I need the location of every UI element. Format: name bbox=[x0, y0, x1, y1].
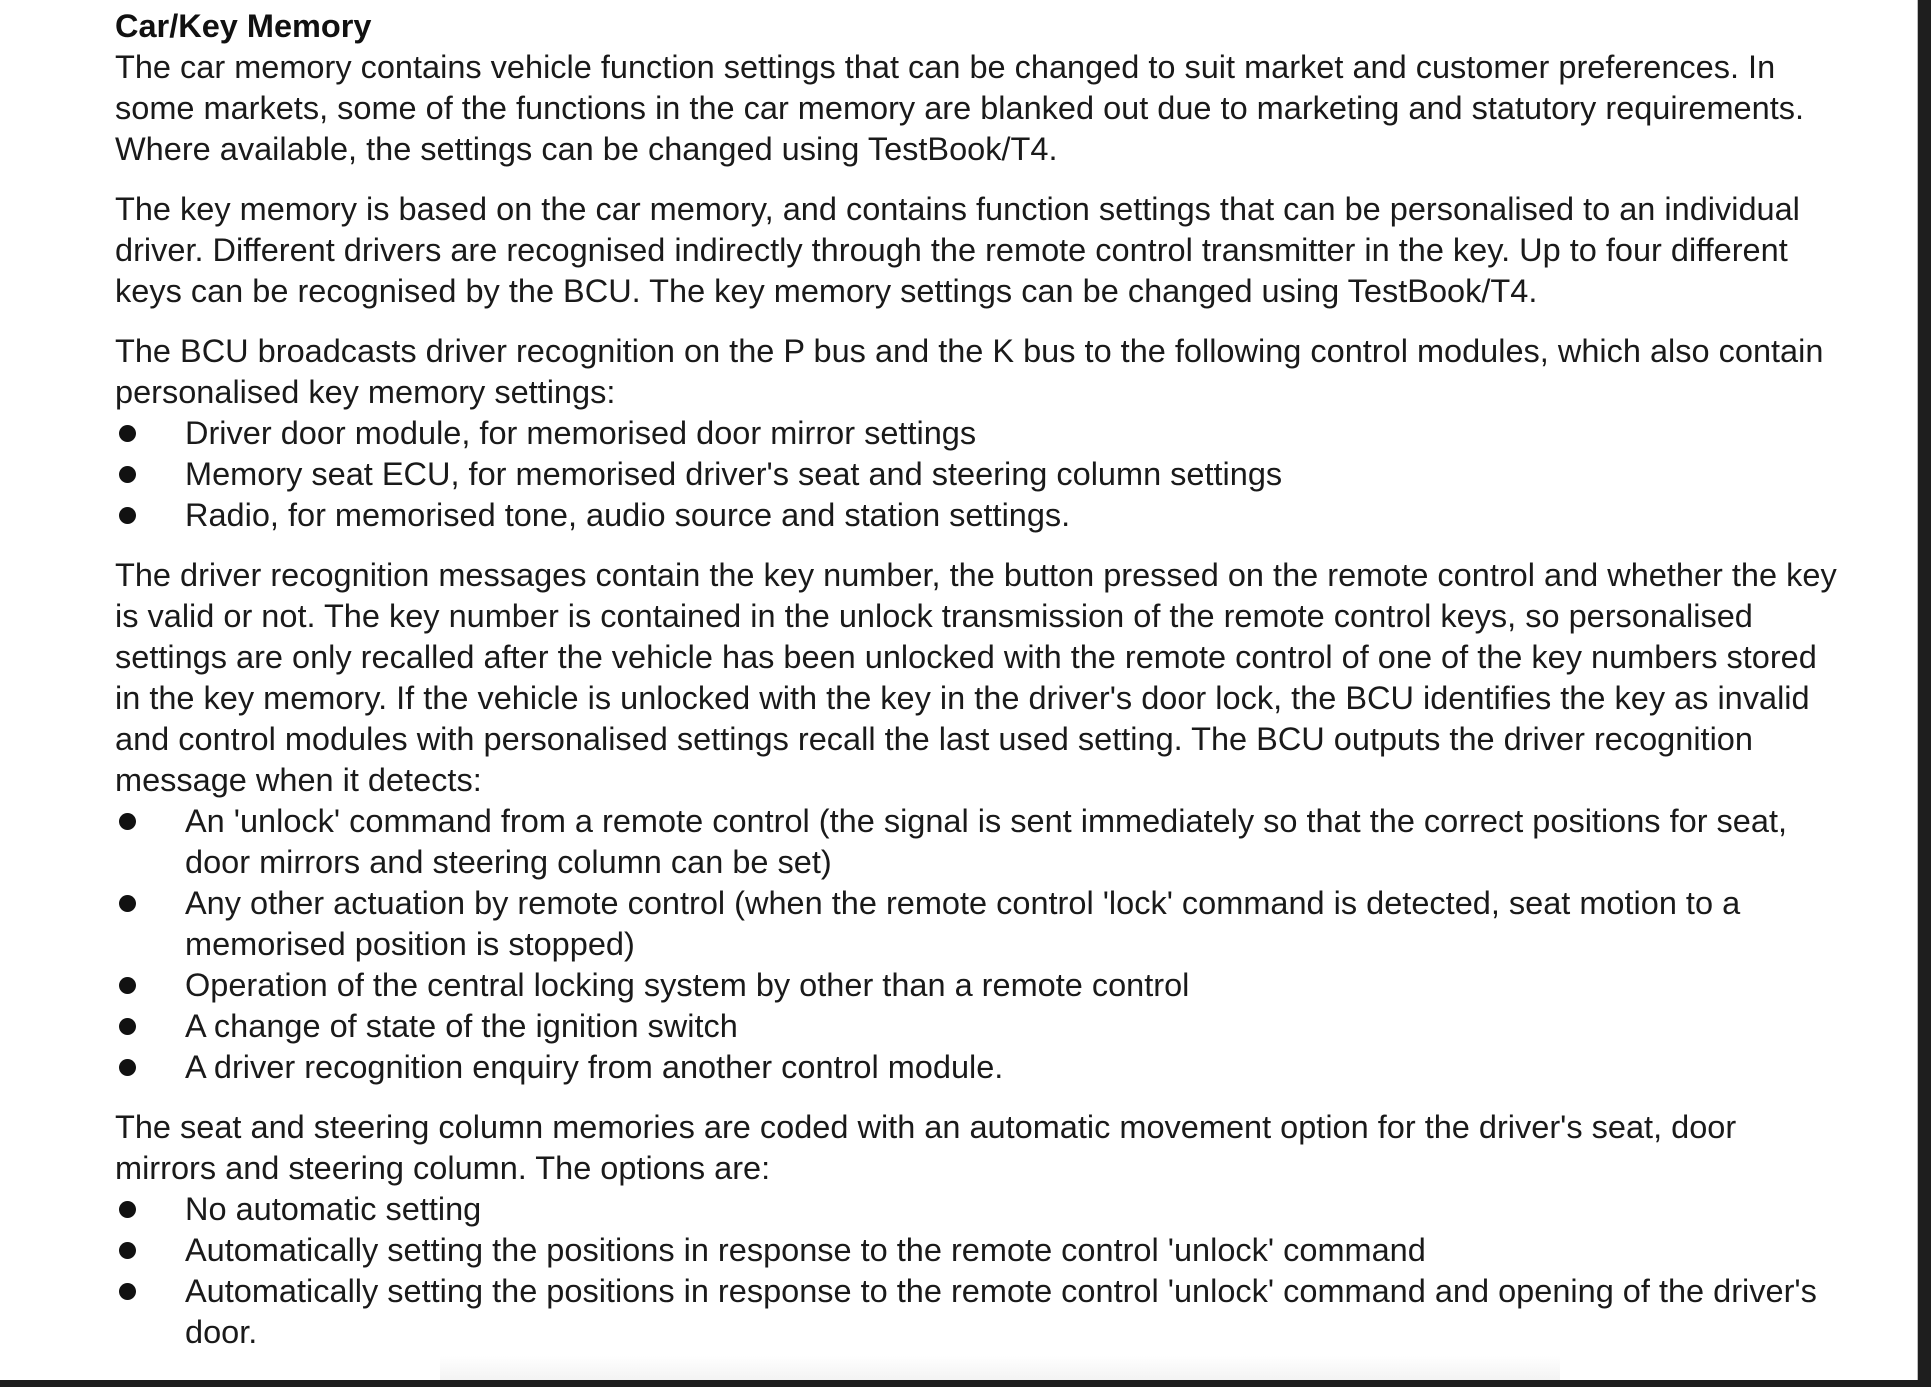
paragraph-seat-steering: The seat and steering column memories are coded with an automatic movement option for the driver's seat, door mirrors and steering column. The options are: bbox=[115, 1109, 1737, 1186]
list-item-text: Driver door module, for memorised door mirror settings bbox=[185, 415, 977, 451]
bullet-icon bbox=[119, 1018, 136, 1035]
list-item-text: Automatically setting the positions in response to the remote control 'unlock' command and opening of the driver's door. bbox=[185, 1273, 1817, 1350]
bullet-icon bbox=[119, 977, 136, 994]
list-item bbox=[115, 454, 1845, 495]
list-item-text: No automatic setting bbox=[185, 1191, 482, 1227]
list-item bbox=[115, 1047, 1845, 1088]
page-bottom-shade bbox=[440, 1356, 1560, 1380]
bullet-icon bbox=[119, 1242, 136, 1259]
paragraph-key-memory: The key memory is based on the car memory, and contains function settings that can be personalised to an individual driver. Different drivers are recognised indirectly through the remote control transmitter in the key. Up to four different keys can be recognised by the BCU. The key memory settings can be changed using TestBook/T4. bbox=[115, 191, 1800, 309]
list-item bbox=[115, 883, 1845, 965]
list-item-text: A driver recognition enquiry from another control module. bbox=[185, 1049, 1004, 1085]
bullet-icon bbox=[119, 425, 136, 442]
list-item-text: An 'unlock' command from a remote control (the signal is sent immediately so that the correct positions for seat, door mirrors and steering column can be set) bbox=[185, 803, 1788, 880]
list-control-modules bbox=[115, 413, 1845, 536]
bullet-icon bbox=[119, 895, 136, 912]
list-item bbox=[115, 965, 1845, 1006]
paragraph-bcu-broadcast: The BCU broadcasts driver recognition on the P bus and the K bus to the following control modules, which also contain personalised key memory settings: bbox=[115, 333, 1824, 410]
list-item-text: A change of state of the ignition switch bbox=[185, 1008, 738, 1044]
list-detections bbox=[115, 801, 1845, 1088]
list-item-text: Radio, for memorised tone, audio source and station settings. bbox=[185, 497, 1071, 533]
bullet-icon bbox=[119, 1201, 136, 1218]
paragraph-car-memory: The car memory contains vehicle function settings that can be changed to suit market and customer preferences. In some markets, some of the functions in the car memory are blanked out due to marketing and statutory requirements. Where available, the settings can be changed using TestBook/T4. bbox=[115, 49, 1805, 167]
list-item bbox=[115, 1230, 1845, 1271]
list-item bbox=[115, 1271, 1845, 1353]
list-item bbox=[115, 413, 1845, 454]
list-item bbox=[115, 1189, 1845, 1230]
document-content bbox=[115, 6, 1845, 1353]
list-item-text: Memory seat ECU, for memorised driver's seat and steering column settings bbox=[185, 456, 1283, 492]
paragraph-driver-recognition: The driver recognition messages contain the key number, the button pressed on the remote control and whether the key is valid or not. The key number is contained in the unlock transmission of the remote control keys, so personalised settings are only recalled after the vehicle has been unlocked with the remote control of one of the key numbers stored in the key memory. If the vehicle is unlocked with the key in the driver's door lock, the BCU identifies the key as invalid and control modules with personalised settings recall the last used setting. The BCU outputs the driver recognition message when it detects: bbox=[115, 557, 1837, 798]
list-item bbox=[115, 495, 1845, 536]
list-item-text: Any other actuation by remote control (when the remote control 'lock' command is detected, seat motion to a memorised position is stopped) bbox=[185, 885, 1741, 962]
list-options bbox=[115, 1189, 1845, 1353]
bullet-icon bbox=[119, 507, 136, 524]
bullet-icon bbox=[119, 813, 136, 830]
bullet-icon bbox=[119, 466, 136, 483]
list-item-text: Operation of the central locking system by other than a remote control bbox=[185, 967, 1190, 1003]
list-item bbox=[115, 801, 1845, 883]
section-heading: Car/Key Memory bbox=[115, 8, 372, 44]
list-item bbox=[115, 1006, 1845, 1047]
list-item-text: Automatically setting the positions in response to the remote control 'unlock' command bbox=[185, 1232, 1426, 1268]
bullet-icon bbox=[119, 1059, 136, 1076]
bullet-icon bbox=[119, 1283, 136, 1300]
